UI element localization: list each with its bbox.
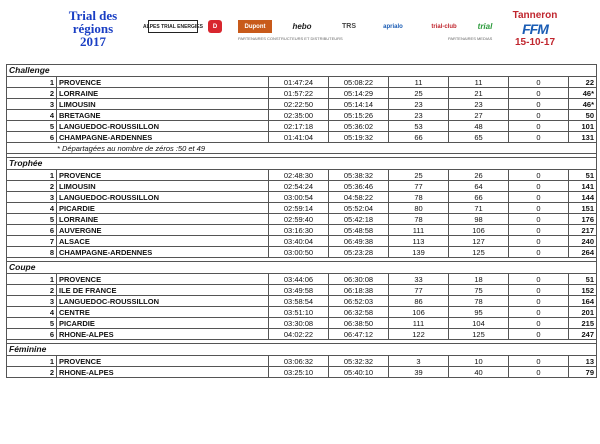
time-cell: 02:59:14	[269, 203, 329, 214]
category-title: Féminine	[7, 344, 597, 356]
region-cell: CHAMPAGNE-ARDENNES	[57, 247, 269, 258]
region-cell: ALSACE	[57, 236, 269, 247]
rank-cell: 5	[7, 214, 57, 225]
score-cell: 0	[509, 274, 569, 285]
category-header	[7, 158, 597, 170]
score-cell: 0	[509, 247, 569, 258]
category-title: Trophée	[7, 158, 597, 170]
rank-cell: 3	[7, 99, 57, 110]
rank-cell: 4	[7, 307, 57, 318]
category-header	[7, 65, 597, 77]
total-cell: 22	[569, 77, 597, 88]
time-cell: 03:00:54	[269, 192, 329, 203]
score-cell: 25	[389, 88, 449, 99]
time-cell: 03:44:06	[269, 274, 329, 285]
region-cell: PROVENCE	[57, 274, 269, 285]
sponsor-logo: hebo	[292, 22, 312, 31]
time-cell: 01:57:22	[269, 88, 329, 99]
score-cell: 111	[389, 318, 449, 329]
sponsor-logo: trial-club	[431, 23, 457, 30]
score-cell: 0	[509, 225, 569, 236]
rank-cell: 5	[7, 121, 57, 132]
region-cell: PICARDIE	[57, 203, 269, 214]
score-cell: 48	[449, 121, 509, 132]
table-row	[7, 296, 597, 307]
note-row	[7, 143, 597, 154]
time-cell: 01:41:04	[269, 132, 329, 143]
total-cell: 141	[569, 181, 597, 192]
event-title	[58, 9, 128, 48]
score-cell: 0	[509, 110, 569, 121]
region-cell: PICARDIE	[57, 318, 269, 329]
time-cell: 05:14:14	[329, 99, 389, 110]
sponsor-logo: aprialo	[383, 23, 403, 30]
region-cell: ILE DE FRANCE	[57, 285, 269, 296]
region-cell: RHONE-ALPES	[57, 367, 269, 378]
header	[0, 0, 600, 62]
score-cell: 0	[509, 285, 569, 296]
table-row	[7, 329, 597, 340]
rank-cell: 7	[7, 236, 57, 247]
time-cell: 06:32:58	[329, 307, 389, 318]
time-cell: 06:18:38	[329, 285, 389, 296]
score-cell: 39	[389, 367, 449, 378]
score-cell: 0	[509, 307, 569, 318]
time-cell: 03:58:54	[269, 296, 329, 307]
score-cell: 106	[449, 225, 509, 236]
rank-cell: 2	[7, 285, 57, 296]
total-cell: 201	[569, 307, 597, 318]
time-cell: 05:14:29	[329, 88, 389, 99]
score-cell: 23	[389, 110, 449, 121]
score-cell: 0	[509, 132, 569, 143]
event-date: 15-10-17	[514, 37, 556, 48]
region-cell: PROVENCE	[57, 356, 269, 367]
total-cell: 46*	[569, 99, 597, 110]
score-cell: 104	[449, 318, 509, 329]
time-cell: 03:06:32	[269, 356, 329, 367]
rank-cell: 2	[7, 88, 57, 99]
time-cell: 02:54:24	[269, 181, 329, 192]
score-cell: 0	[509, 88, 569, 99]
table-row	[7, 225, 597, 236]
table-row	[7, 274, 597, 285]
region-cell: AUVERGNE	[57, 225, 269, 236]
event-title-line: Trial des	[68, 8, 118, 23]
rank-cell: 1	[7, 356, 57, 367]
score-cell: 0	[509, 181, 569, 192]
score-cell: 0	[509, 367, 569, 378]
score-cell: 0	[509, 318, 569, 329]
table-row	[7, 88, 597, 99]
region-cell: LIMOUSIN	[57, 99, 269, 110]
score-cell: 0	[509, 214, 569, 225]
score-cell: 18	[449, 274, 509, 285]
time-cell: 01:47:24	[269, 77, 329, 88]
rank-cell: 6	[7, 225, 57, 236]
score-cell: 11	[449, 77, 509, 88]
tiebreak-note: * Départagées au nombre de zéros :50 et 49	[7, 143, 597, 154]
score-cell: 10	[449, 356, 509, 367]
time-cell: 05:23:28	[329, 247, 389, 258]
score-cell: 3	[389, 356, 449, 367]
rank-cell: 4	[7, 203, 57, 214]
total-cell: 101	[569, 121, 597, 132]
time-cell: 04:58:22	[329, 192, 389, 203]
score-cell: 23	[449, 99, 509, 110]
time-cell: 03:30:08	[269, 318, 329, 329]
score-cell: 40	[449, 367, 509, 378]
region-cell: LIMOUSIN	[57, 181, 269, 192]
time-cell: 02:59:40	[269, 214, 329, 225]
score-cell: 25	[389, 170, 449, 181]
sponsor-logo: trial	[477, 22, 493, 31]
rank-cell: 1	[7, 170, 57, 181]
time-cell: 06:30:08	[329, 274, 389, 285]
score-cell: 139	[389, 247, 449, 258]
time-cell: 02:22:50	[269, 99, 329, 110]
time-cell: 03:49:58	[269, 285, 329, 296]
time-cell: 05:32:32	[329, 356, 389, 367]
rank-cell: 5	[7, 318, 57, 329]
rank-cell: 6	[7, 329, 57, 340]
table-row	[7, 170, 597, 181]
time-cell: 02:35:00	[269, 110, 329, 121]
score-cell: 95	[449, 307, 509, 318]
time-cell: 03:40:04	[269, 236, 329, 247]
score-cell: 122	[389, 329, 449, 340]
table-row	[7, 99, 597, 110]
time-cell: 03:51:10	[269, 307, 329, 318]
region-cell: RHONE-ALPES	[57, 329, 269, 340]
region-cell: LORRAINE	[57, 88, 269, 99]
score-cell: 53	[389, 121, 449, 132]
rank-cell: 1	[7, 77, 57, 88]
score-cell: 0	[509, 356, 569, 367]
time-cell: 06:38:50	[329, 318, 389, 329]
category-title: Coupe	[7, 262, 597, 274]
region-cell: LANGUEDOC-ROUSSILLON	[57, 121, 269, 132]
time-cell: 03:00:50	[269, 247, 329, 258]
score-cell: 78	[449, 296, 509, 307]
table-row	[7, 121, 597, 132]
rank-cell: 2	[7, 367, 57, 378]
table-row	[7, 247, 597, 258]
region-cell: CHAMPAGNE-ARDENNES	[57, 132, 269, 143]
region-cell: LANGUEDOC-ROUSSILLON	[57, 296, 269, 307]
score-cell: 77	[389, 181, 449, 192]
rank-cell: 1	[7, 274, 57, 285]
results-table	[6, 64, 597, 378]
table-row	[7, 285, 597, 296]
total-cell: 51	[569, 274, 597, 285]
event-title-line: 2017	[80, 34, 106, 49]
venue-name: Tanneron	[512, 10, 558, 21]
table-row	[7, 192, 597, 203]
table-row	[7, 77, 597, 88]
region-cell: LORRAINE	[57, 214, 269, 225]
table-row	[7, 110, 597, 121]
total-cell: 79	[569, 367, 597, 378]
score-cell: 33	[389, 274, 449, 285]
total-cell: 13	[569, 356, 597, 367]
score-cell: 0	[509, 121, 569, 132]
total-cell: 46*	[569, 88, 597, 99]
score-cell: 125	[449, 247, 509, 258]
time-cell: 05:52:04	[329, 203, 389, 214]
time-cell: 05:19:32	[329, 132, 389, 143]
rank-cell: 4	[7, 110, 57, 121]
score-cell: 127	[449, 236, 509, 247]
score-cell: 0	[509, 203, 569, 214]
time-cell: 03:25:10	[269, 367, 329, 378]
score-cell: 23	[389, 99, 449, 110]
total-cell: 51	[569, 170, 597, 181]
time-cell: 05:08:22	[329, 77, 389, 88]
score-cell: 64	[449, 181, 509, 192]
category-header	[7, 262, 597, 274]
time-cell: 05:40:10	[329, 367, 389, 378]
score-cell: 65	[449, 132, 509, 143]
score-cell: 0	[509, 99, 569, 110]
table-row	[7, 367, 597, 378]
total-cell: 176	[569, 214, 597, 225]
score-cell: 106	[389, 307, 449, 318]
rank-cell: 2	[7, 181, 57, 192]
total-cell: 240	[569, 236, 597, 247]
score-cell: 11	[389, 77, 449, 88]
total-cell: 215	[569, 318, 597, 329]
table-row	[7, 236, 597, 247]
time-cell: 02:48:30	[269, 170, 329, 181]
sponsor-logo: ALPES TRIAL ENERGIES	[148, 20, 198, 33]
sponsor-subline: PARTENAIRES CONSTRUCTEURS ET DISTRIBUTEURS	[238, 36, 343, 41]
rank-cell: 6	[7, 132, 57, 143]
time-cell: 02:17:18	[269, 121, 329, 132]
score-cell: 125	[449, 329, 509, 340]
score-cell: 0	[509, 236, 569, 247]
total-cell: 152	[569, 285, 597, 296]
score-cell: 78	[389, 192, 449, 203]
score-cell: 0	[509, 329, 569, 340]
region-cell: PROVENCE	[57, 170, 269, 181]
score-cell: 113	[389, 236, 449, 247]
score-cell: 0	[509, 170, 569, 181]
table-row	[7, 214, 597, 225]
rank-cell: 3	[7, 192, 57, 203]
score-cell: 0	[509, 77, 569, 88]
event-title-line: régions	[72, 21, 114, 36]
rank-cell: 3	[7, 296, 57, 307]
time-cell: 05:42:18	[329, 214, 389, 225]
sponsor-logo: Dupont	[238, 20, 272, 33]
total-cell: 247	[569, 329, 597, 340]
score-cell: 98	[449, 214, 509, 225]
total-cell: 151	[569, 203, 597, 214]
category-header	[7, 344, 597, 356]
score-cell: 0	[509, 296, 569, 307]
table-row	[7, 307, 597, 318]
score-cell: 66	[389, 132, 449, 143]
score-cell: 86	[389, 296, 449, 307]
score-cell: 27	[449, 110, 509, 121]
score-cell: 75	[449, 285, 509, 296]
total-cell: 50	[569, 110, 597, 121]
score-cell: 111	[389, 225, 449, 236]
total-cell: 217	[569, 225, 597, 236]
score-cell: 78	[389, 214, 449, 225]
rank-cell: 8	[7, 247, 57, 258]
time-cell: 05:15:26	[329, 110, 389, 121]
score-cell: 26	[449, 170, 509, 181]
total-cell: 144	[569, 192, 597, 203]
time-cell: 04:02:22	[269, 329, 329, 340]
category-title: Challenge	[7, 65, 597, 77]
sponsor-logo: TRS	[342, 23, 356, 30]
score-cell: 0	[509, 192, 569, 203]
table-row	[7, 132, 597, 143]
table-row	[7, 356, 597, 367]
venue-block	[508, 10, 562, 48]
time-cell: 05:38:32	[329, 170, 389, 181]
score-cell: 21	[449, 88, 509, 99]
time-cell: 03:16:30	[269, 225, 329, 236]
total-cell: 164	[569, 296, 597, 307]
time-cell: 05:48:58	[329, 225, 389, 236]
total-cell: 264	[569, 247, 597, 258]
time-cell: 06:52:03	[329, 296, 389, 307]
total-cell: 131	[569, 132, 597, 143]
time-cell: 06:49:38	[329, 236, 389, 247]
time-cell: 05:36:02	[329, 121, 389, 132]
score-cell: 71	[449, 203, 509, 214]
region-cell: PROVENCE	[57, 77, 269, 88]
region-cell: BRETAGNE	[57, 110, 269, 121]
score-cell: 77	[389, 285, 449, 296]
region-cell: LANGUEDOC-ROUSSILLON	[57, 192, 269, 203]
region-cell: CENTRE	[57, 307, 269, 318]
sponsor-logo: D	[208, 20, 222, 33]
results-table-container	[6, 64, 596, 444]
score-cell: 66	[449, 192, 509, 203]
time-cell: 06:47:12	[329, 329, 389, 340]
table-row	[7, 181, 597, 192]
score-cell: 80	[389, 203, 449, 214]
time-cell: 05:36:46	[329, 181, 389, 192]
sponsor-subline: PARTENAIRES MEDIAS	[448, 36, 493, 41]
table-row	[7, 203, 597, 214]
table-row	[7, 318, 597, 329]
ffm-logo: FFM	[522, 21, 548, 37]
